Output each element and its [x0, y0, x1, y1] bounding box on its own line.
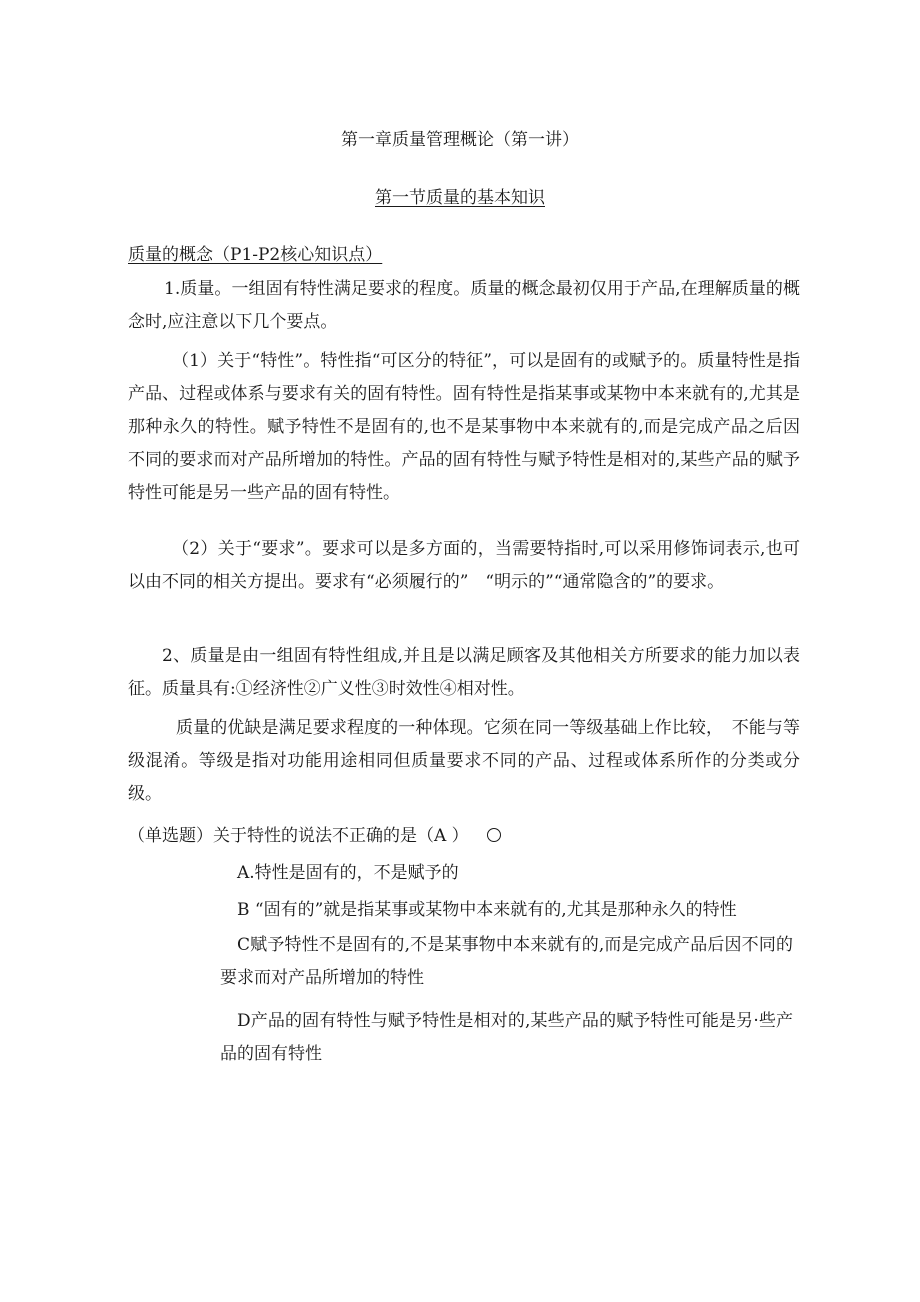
paragraph-quality-definition: 1.质量。一组固有特性满足要求的程度。质量的概念最初仅用于产品,在理解质量的概念时,应注意以下几个要点。 — [128, 279, 800, 332]
chapter-title: 第一章质量管理概论（第一讲） — [341, 130, 579, 150]
paragraph-quality-grade: 质量的优缺是满足要求程度的一种体现。它须在同一等级基础上作比较， 不能与等级混淆。等级是指对功能用途相同但质量要求不同的产品、过程或体系所作的分类或分级。 — [128, 718, 800, 804]
paragraph-requirements: （2）关于“要求”。要求可以是多方面的，当需要特指时,可以采用修饰词表示,也可以由不同的相关方提出。要求有“必须履行的” “明示的”“通常隐含的”的要求。 — [128, 539, 800, 592]
question-stem: （单选题）关于特性的说法不正确的是（A ） — [128, 826, 469, 846]
option-d: D产品的固有特性与赋予特性是相对的,某些产品的赋予特性可能是另·些产品的固有特性 — [220, 1011, 793, 1064]
section-title: 第一节质量的基本知识 — [375, 188, 545, 208]
circle-icon — [487, 828, 501, 842]
paragraph-quality-properties: 2、质量是由一组固有特性组成,并且是以满足顾客及其他相关方所要求的能力加以表征。质量具有:①经济性②广义性③时效性④相对性。 — [128, 646, 800, 699]
section-title-wrapper — [0, 186, 920, 210]
question-stem-line — [128, 820, 501, 853]
option-a: A.特性是固有的，不是赋予的 — [237, 863, 459, 883]
option-b: B “固有的”就是指某事或某物中本来就有的,尤其是那种永久的特性 — [237, 900, 737, 920]
topic-heading: 质量的概念（P1-P2核心知识点） — [128, 245, 383, 265]
paragraph-characteristics: （1）关于“特性”。特性指“可区分的特征”，可以是固有的或赋予的。质量特性是指产品、过程或体系与要求有关的固有特性。固有特性是指某事或某物中本来就有的,尤其是那种永久的特性。赋予特性不是固有的,也不是某事物中本来就有的,而是完成产品之后因不同的要求而对产品所增加的特性。产品的固有特性与赋予特性是相对的,某些产品的赋予特性可能是另一些产品的固有特性。 — [128, 351, 800, 503]
option-c: C赋予特性不是固有的,不是某事物中本来就有的,而是完成产品后因不同的要求而对产品所增加的特性 — [220, 935, 793, 988]
